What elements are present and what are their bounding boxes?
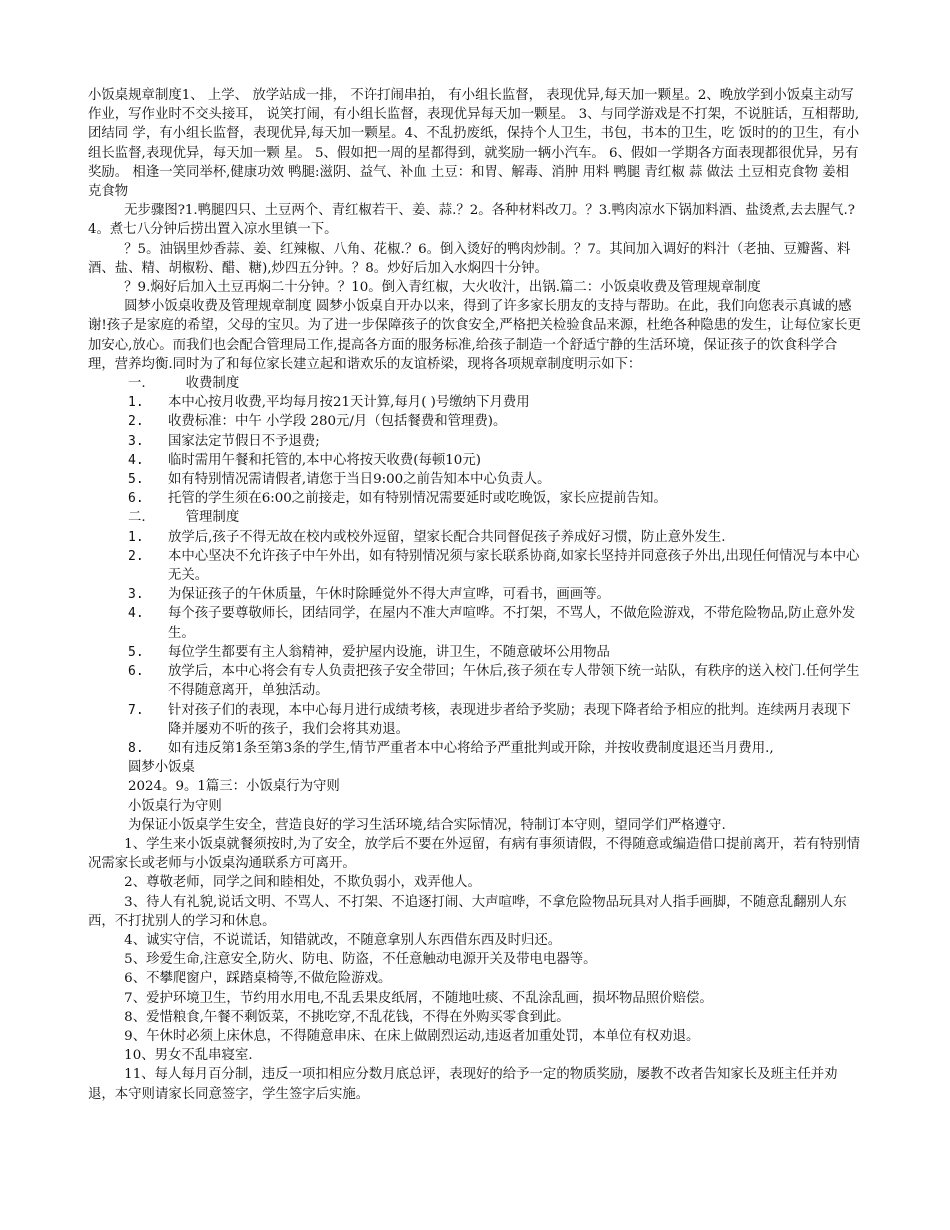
rule-item: 2、尊敬老师，同学之间和睦相处，不欺负弱小，戏弄他人。 [124, 875, 481, 891]
rule-item: 7、爱护环境卫生，节约用水用电,不乱丢果皮纸屑，不随地吐痰、不乱涂乱画，损坏物品照价赔偿。 [124, 990, 713, 1006]
rules-list [88, 835, 862, 1104]
list-item [88, 393, 862, 412]
manage-heading [88, 508, 862, 527]
list-item-text: 如有特别情况需请假者,请您于当日9:00之前告知本中心负责人。 [168, 472, 551, 488]
list-item [88, 701, 862, 739]
list-item-text: 针对孩子们的表现，本中心每月进行成绩考核，表现进步者给予奖励；表现下降者给予相应的批判。连续两月表现下降并屡劝不听的孩子，我们会将其劝退。 [168, 702, 851, 737]
signature-date: 2024。9。1篇三：小饭桌行为守则 [128, 779, 340, 795]
list-item-text: 每个孩子要尊敬师长，团结同学，在屋内不准大声喧哗。不打架，不骂人，不做危险游戏，不带危险物品,防止意外发生。 [168, 606, 856, 641]
list-item-number: 1. [128, 395, 144, 411]
list-item-number: 3. [128, 433, 144, 449]
list-item-number: 5. [128, 644, 144, 660]
list-item-text: 托管的学生须在6:00之前接走，如有特别情况需要延时或吃晚饭，家长应提前告知。 [168, 491, 667, 507]
list-item [88, 643, 862, 662]
recipe-steps-2: ？5。油锅里炒香蒜、姜、红辣椒、八角、花椒.？6。倒入烫好的鸭肉炒制。？7。其间加入调好的料汁（老抽、豆瓣酱、料酒、盐、精、胡椒粉、醋、糖),炒四五分钟。？8。炒好后加入水焖四十分钟。 [88, 241, 851, 276]
intro-paragraph: 小饭桌规章制度1、 上学、 放学站成一排， 不许打闹串拍， 有小组长监督， 表现优异,每天加一颗星。2、晚放学到小饭桌主动写作业，写作业时不交头接耳， 说笑打闹，有小组长监督，表现优异每天加一颗星。 3、与同学游戏是不打架，不说脏话，互相帮助,团结同 学，有小组长监督，表现优异,每天加一颗星。4、不乱扔废纸，保持个人卫生，书包，书本的卫生，吃 饭时的的卫生，有小组长监督,表现优异，每天加一颗 星。 5、假如把一周的星都得到，就奖励一辆小汽车。 6、假如一学期各方面表现都很优异，另有奖励。 相逢一笑同举杯,健康功效 鸭腿:滋阴、益气、补血 土豆：和胃、解毒、消肿 用料 鸭腿 青红椒 蒜 做法 土豆相克食物 姜相克食物 [88, 88, 860, 200]
rule-item: 4、诚实守信，不说谎话，知错就改，不随意拿别人东西借东西及时归还。 [124, 932, 562, 948]
list-item [88, 604, 862, 642]
list-item-text: 为保证孩子的午休质量，午休时除睡觉外不得大声宣哗，可看书，画画等。 [168, 587, 610, 603]
rule-item: 3、待人有礼貌,说话文明、不骂人、不打架、不追逐打闹、大声喧哗，不拿危险物品玩具对人指手画脚，不随意乱翻别人东西，不打扰别人的学习和休息。 [88, 894, 847, 929]
list-item [88, 528, 862, 547]
list-item-text: 放学后，本中心将会有专人负责把孩子安全带回；午休后,孩子须在专人带领下统一站队，有秩序的送入校门.任何学生不得随意离开，单独活动。 [168, 664, 860, 699]
fee-heading-num: 一. [128, 376, 146, 392]
rule-item: 11、每人每月百分制，违反一项扣相应分数月底总评，表现好的给予一定的物质奖励，屡教不改者告知家长及班主任并劝退，本守则请家长同意签字，学生签字后实施。 [88, 1067, 838, 1102]
list-item-text: 本中心按月收费,平均每月按21天计算,每月( )号缴纳下月费用 [168, 395, 530, 411]
list-item-number: 6. [128, 491, 144, 507]
list-item [88, 489, 862, 508]
list-item [88, 739, 862, 758]
rule-item: 8、爱惜粮食,午餐不剩饭菜，不挑吃穿,不乱花钱，不得在外购买零食到此。 [124, 1009, 570, 1025]
rule-item: 9、午休时必须上床休息，不得随意串床、在床上做剧烈运动,违返者加重处罚，本单位有权劝退。 [124, 1028, 700, 1044]
list-item-text: 放学后,孩子不得无故在校内或校外逗留，望家长配合共同督促孩子养成好习惯，防止意外发生. [168, 529, 726, 545]
fee-heading [88, 374, 862, 393]
rule-item: 5、珍爱生命,注意安全,防火、防电、防盗，不任意触动电源开关及带电电器等。 [124, 952, 597, 968]
manage-list [88, 528, 862, 758]
list-item-number: 4. [128, 452, 144, 468]
list-item [88, 547, 862, 585]
list-item [88, 585, 862, 604]
list-item-number: 4. [128, 606, 144, 622]
list-item-number: 2. [128, 414, 144, 430]
list-item-number: 6. [128, 664, 144, 680]
list-item [88, 432, 862, 451]
fee-heading-text: 收费制度 [185, 376, 240, 392]
list-item-number: 3. [128, 587, 144, 603]
list-item [88, 662, 862, 700]
list-item-number: 1. [128, 529, 144, 545]
list-item-number: 8. [128, 740, 144, 756]
signature-name: 圆梦小饭桌 [128, 760, 195, 776]
rule-item: 10、男女不乱串寝室. [124, 1048, 253, 1064]
list-item-number: 7. [128, 702, 144, 718]
list-item [88, 412, 862, 431]
list-item-text: 临时需用午餐和托管的,本中心将按天收费(每顿10元) [168, 452, 481, 468]
fee-list [88, 393, 862, 508]
recipe-steps-3: ？9.焖好后加入土豆再焖二十分钟。？10。倒入青红椒，大火收汁，出锅.篇二：小饭桌收费及管理规章制度 [124, 280, 761, 296]
list-item-text: 本中心坚决不允许孩子中午外出，如有特别情况须与家长联系协商,如家长坚持并同意孩子外出,出现任何情况与本中心无关。 [168, 548, 860, 584]
list-item-text: 如有违反第1条至第3条的学生,情节严重者本中心将给予严重批判或开除，并按收费制度退还当月费用., [168, 740, 774, 756]
list-item-text: 每位学生都要有主人翁精神，爱护屋内设施，讲卫生，不随意破坏公用物品 [168, 644, 610, 660]
part3-title: 小饭桌行为守则 [128, 798, 222, 814]
manage-heading-text: 管理制度 [185, 510, 240, 526]
list-item [88, 451, 862, 470]
part3-intro: 为保证小饭桌学生安全，营造良好的学习生活环境,结合实际情况，特制订本守则，望同学们严格遵守. [128, 817, 726, 833]
list-item-text: 国家法定节假日不予退费; [168, 433, 320, 449]
rule-item: 6、不攀爬窗户，踩踏桌椅等,不做危险游戏。 [124, 971, 392, 987]
part2-intro: 圆梦小饭桌收费及管理规章制度 圆梦小饭桌自开办以来，得到了许多家长朋友的支持与帮助。在此，我们向您表示真诚的感谢!孩子是家庭的希望，父母的宝贝。为了进一步保障孩子的饮食安全,严格把关检验食品来源，杜绝各种隐患的发生，让每位家长更加安心,放心。而我们也会配合管理局工作,提高各方面的服务标准,给孩子制造一个舒适宁静的生活环境，保证孩子的饮食科学合理，营养均衡.同时为了和每位家长建立起和谐欢乐的友谊桥梁，现将各项规章制度明示如下： [88, 299, 861, 372]
list-item-number: 5. [128, 472, 144, 488]
rule-item: 1、学生来小饭桌就餐须按时,为了安全，放学后不要在外逗留，有病有事须请假，不得随意或编造借口提前离开，若有特别情况需家长或老师与小饭桌沟通联系方可离开。 [88, 836, 861, 872]
recipe-steps-1: 无步骤图?1.鸭腿四只、土豆两个、青红椒若干、姜、蒜.？2。各种材料改刀。？3.鸭肉凉水下锅加料酒、盐烫煮,去去腥气.?4。煮七八分钟后捞出置入凉水里镇一下。 [88, 203, 855, 238]
list-item-text: 收费标准：中午 小学段 280元/月（包括餐费和管理费)。 [168, 414, 507, 430]
manage-heading-num: 二. [128, 510, 146, 526]
list-item-number: 2. [128, 548, 144, 564]
list-item [88, 470, 862, 489]
